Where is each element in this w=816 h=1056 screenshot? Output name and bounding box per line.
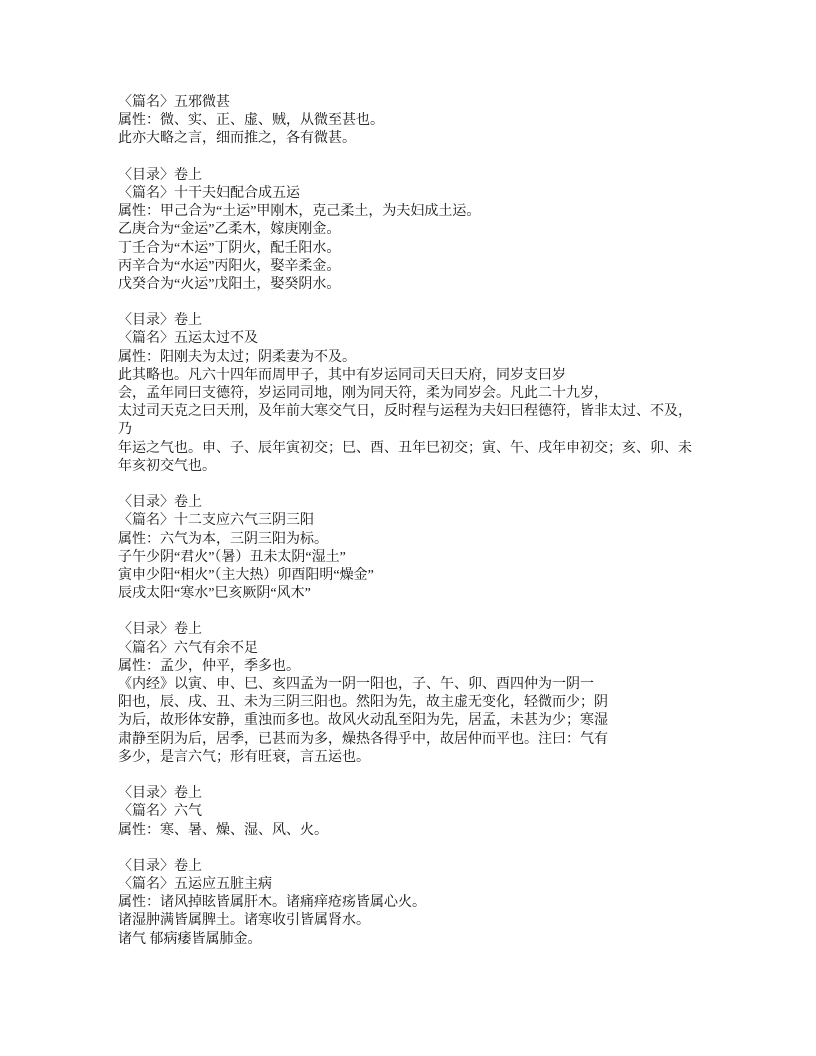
section-gap [118,840,708,858]
section-gap [118,149,708,167]
text-line: 属性：阳刚夫为太过；阴柔妻为不及。 [118,349,356,365]
text-line: 太过司天克之曰天刑，及年前大寒交气日，反时程与运程为夫妇曰程德符，皆非太过、不及， [118,404,692,420]
text-line: 属性：孟少，仲平，季多也。 [118,658,300,674]
text-line: 阳也，辰、戌、丑、未为三阴三阳也。然阳为先，故主虚无变化，轻微而少；阴 [118,695,608,711]
text-line: 〈篇名〉五运应五脏主病 [118,877,272,893]
text-line: 戊癸合为“火运”戊阳土，娶癸阴水。 [118,276,341,292]
text-line: 丙辛合为“水运”丙阳火，娶辛柔金。 [118,258,341,274]
text-line: 多少，是言六气；形有旺衰，言五运也。 [118,749,370,765]
text-line: 〈目录〉卷上 [118,622,202,638]
text-line: 辰戌太阳“寒水”巳亥厥阴“风木” [118,586,311,602]
text-line: 子午少阴“君火”（暑）丑未太阴“湿土” [118,549,346,565]
document-section [118,167,708,294]
text-line: 肃静至阴为后，居季，已甚而为多，燥热各得乎中，故居仲而平也。注曰：气有 [118,731,608,747]
text-line: 〈篇名〉十二支应六气三阴三阳 [118,513,314,529]
text-line: 属性：寒、暑、燥、湿、风、火。 [118,822,328,838]
text-line: 乙庚合为“金运”乙柔木，嫁庚刚金。 [118,222,341,238]
text-line: 〈篇名〉六气有余不足 [118,640,258,656]
text-line: 属性：甲己合为“土运”甲刚木，克己柔土，为夫妇成土运。 [118,204,481,220]
text-line: 此其略也。凡六十四年而周甲子，其中有岁运同司天曰天府，同岁支曰岁 [118,367,566,383]
text-line: 诸湿肿满皆属脾土。诸寒收引皆属肾水。 [118,913,370,929]
document-section [118,494,708,603]
text-line: 〈目录〉卷上 [118,858,202,874]
section-gap [118,294,708,312]
text-line: 此亦大略之言，细而推之，各有微甚。 [118,131,356,147]
text-line: 丁壬合为“木运”丁阴火，配壬阳水。 [118,240,341,256]
text-line: 为后，故形体安静，重浊而多也。故风火动乱至阳为先，居孟，未甚为少；寒湿 [118,713,608,729]
text-line: 属性：诸风掉眩皆属肝木。诸痛痒疮疡皆属心火。 [118,895,426,911]
text-line: 属性：六气为本，三阴三阳为标。 [118,531,328,547]
text-line: 〈目录〉卷上 [118,313,202,329]
text-line: 〈目录〉卷上 [118,786,202,802]
document-section [118,94,708,149]
document-page [118,94,708,949]
text-line: 〈篇名〉五邪微甚 [118,95,230,110]
text-line: 〈篇名〉六气 [118,804,202,820]
document-section [118,312,708,476]
text-line: 年运之气也。申、子、辰年寅初交；巳、酉、丑年巳初交；寅、午、戌年申初交；亥、卯、未 [118,440,692,456]
text-line: 诸气 郁病痿皆属肺金。 [118,931,262,947]
text-line: 乃 [118,422,132,438]
text-line: 〈目录〉卷上 [118,167,202,183]
text-line: 属性：微、实、正、虚、贼，从微至甚也。 [118,113,384,129]
text-line: 会，孟年同曰支德符，岁运同司地，刚为同天符，柔为同岁会。凡此二十九岁， [118,386,608,401]
section-gap [118,476,708,494]
text-line: 年亥初交气也。 [118,458,216,474]
text-line: 〈目录〉卷上 [118,495,202,511]
text-line: 〈篇名〉五运太过不及 [118,331,258,347]
document-section [118,621,708,767]
section-gap [118,603,708,621]
text-line: 寅申少阳“相火”（主大热）卯酉阳明“燥金” [118,567,374,583]
document-section [118,858,708,949]
text-line: 《内经》以寅、申、巳、亥四孟为一阴一阳也，子、午、卯、酉四仲为一阴一 [118,677,594,692]
section-gap [118,767,708,785]
text-line: 〈篇名〉十干夫妇配合成五运 [118,185,300,201]
document-section [118,785,708,840]
